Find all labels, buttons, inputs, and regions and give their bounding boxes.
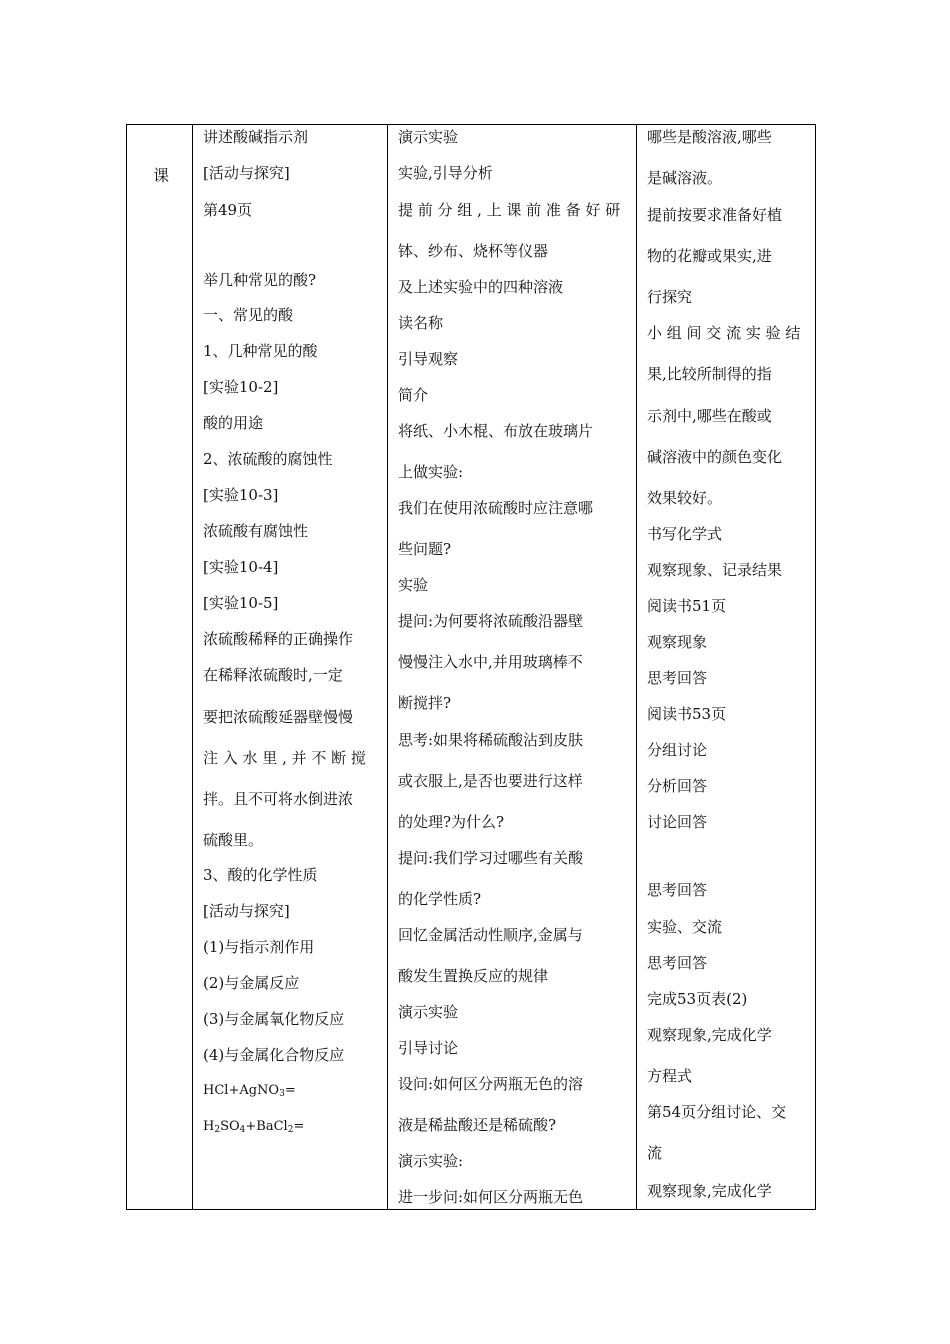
teaching-content-column xyxy=(193,125,388,1209)
activity-line: 上做实验: xyxy=(398,463,464,481)
student-line: 提前按要求准备好植 xyxy=(647,206,783,224)
student-line: 第54页分组讨论、交 xyxy=(647,1103,787,1121)
lesson-label: 课 xyxy=(153,166,170,185)
content-line: [实验10-3] xyxy=(203,486,279,504)
activity-line: 将纸、小木棍、布放在玻璃片 xyxy=(398,422,594,440)
student-line: 书写化学式 xyxy=(647,525,723,543)
content-line: 1、几种常见的酸 xyxy=(203,342,318,360)
content-line: 要把浓硫酸延器壁慢慢 xyxy=(203,708,354,726)
content-line: (1)与指示剂作用 xyxy=(203,938,315,956)
content-line: 浓硫酸有腐蚀性 xyxy=(203,522,309,540)
activity-line: 引导观察 xyxy=(398,350,459,368)
activity-line: 慢慢注入水中,并用玻璃棒不 xyxy=(398,653,583,671)
activity-line: 进一步问:如何区分两瓶无色 xyxy=(398,1188,584,1206)
content-line: 讲述酸碱指示剂 xyxy=(203,128,309,146)
activity-line: 读名称 xyxy=(398,314,444,332)
activity-line: 回忆金属活动性顺序,金属与 xyxy=(398,926,583,944)
activity-line: 或衣服上,是否也要进行这样 xyxy=(398,772,583,790)
activity-line: 的化学性质? xyxy=(398,890,482,908)
content-line: 硫酸里。 xyxy=(203,831,264,849)
lesson-label-column xyxy=(127,125,193,1209)
activity-line: 钵、纱布、烧杯等仪器 xyxy=(398,242,549,260)
student-line: 分组讨论 xyxy=(647,741,708,759)
activity-line: 酸发生置换反应的规律 xyxy=(398,967,549,985)
activity-line: 实验,引导分析 xyxy=(398,164,493,182)
activity-line: 些问题? xyxy=(398,540,452,558)
content-line: [实验10-5] xyxy=(203,594,279,612)
content-line: 第49页 xyxy=(203,201,253,219)
teacher-activity-column xyxy=(388,125,637,1209)
activity-line: 简介 xyxy=(398,386,429,404)
student-line: 流 xyxy=(647,1144,663,1162)
student-line: 思考回答 xyxy=(647,954,708,972)
content-line: 拌。且不可将水倒进浓 xyxy=(203,790,354,808)
student-line: 阅读书51页 xyxy=(647,597,727,615)
student-line: 方程式 xyxy=(647,1067,693,1085)
student-line: 观察现象 xyxy=(647,633,708,651)
content-line: 一、常见的酸 xyxy=(203,306,294,324)
student-line: 示剂中,哪些在酸或 xyxy=(647,407,772,425)
content-line: [实验10-4] xyxy=(203,558,279,576)
lesson-plan-table xyxy=(126,124,816,1210)
student-line: 完成53页表(2) xyxy=(647,990,748,1008)
content-line: (3)与金属氧化物反应 xyxy=(203,1010,345,1028)
content-line: 在稀释浓硫酸时,一定 xyxy=(203,666,343,684)
student-line: 实验、交流 xyxy=(647,918,723,936)
formula-hcl-agno3: HCl+AgNO$_3$= xyxy=(203,1083,296,1099)
student-line: 行探究 xyxy=(647,288,693,306)
formula-h2so4-bacl2: $H_2SO_4+BaCl_2=$ xyxy=(203,1119,305,1135)
content-line: [活动与探究] xyxy=(203,902,290,920)
content-line: 酸的用途 xyxy=(203,414,264,432)
activity-line: 实验 xyxy=(398,576,429,594)
student-activity-column xyxy=(637,125,815,1209)
content-line: [活动与探究] xyxy=(203,164,290,182)
content-line: 注 入 水 里 , 并 不 断 搅 xyxy=(203,749,366,767)
content-line: 3、酸的化学性质 xyxy=(203,866,318,884)
student-line: 碱溶液中的颜色变化 xyxy=(647,448,783,466)
activity-line: 演示实验: xyxy=(398,1152,464,1170)
student-line: 观察现象、记录结果 xyxy=(647,561,783,579)
activity-line: 引导讨论 xyxy=(398,1039,459,1057)
activity-line: 设问:如何区分两瓶无色的溶 xyxy=(398,1075,584,1093)
student-line: 小 组 间 交 流 实 验 结 xyxy=(647,324,801,342)
student-line: 观察现象,完成化学 xyxy=(647,1182,772,1200)
activity-line: 提问:我们学习过哪些有关酸 xyxy=(398,849,584,867)
student-line: 讨论回答 xyxy=(647,813,708,831)
content-line: 浓硫酸稀释的正确操作 xyxy=(203,630,354,648)
activity-line: 断搅拌? xyxy=(398,694,452,712)
student-line: 果,比较所制得的指 xyxy=(647,365,772,383)
student-line: 观察现象,完成化学 xyxy=(647,1026,772,1044)
student-line: 效果较好。 xyxy=(647,489,723,507)
content-line: (4)与金属化合物反应 xyxy=(203,1046,345,1064)
activity-line: 演示实验 xyxy=(398,128,459,146)
content-line: (2)与金属反应 xyxy=(203,974,300,992)
activity-line: 及上述实验中的四种溶液 xyxy=(398,278,564,296)
student-line: 分析回答 xyxy=(647,777,708,795)
content-line: 举几种常见的酸? xyxy=(203,271,317,289)
student-line: 思考回答 xyxy=(647,881,708,899)
activity-line: 演示实验 xyxy=(398,1003,459,1021)
student-line: 是碱溶液。 xyxy=(647,169,723,187)
student-line: 物的花瓣或果实,进 xyxy=(647,247,772,265)
activity-line: 的处理?为什么? xyxy=(398,813,505,831)
student-line: 思考回答 xyxy=(647,669,708,687)
student-line: 哪些是酸溶液,哪些 xyxy=(647,128,772,146)
content-line: [实验10-2] xyxy=(203,378,279,396)
activity-line: 提 前 分 组 , 上 课 前 准 备 好 研 xyxy=(398,201,621,219)
activity-line: 思考:如果将稀硫酸沾到皮肤 xyxy=(398,731,584,749)
content-line: 2、浓硫酸的腐蚀性 xyxy=(203,450,333,468)
student-line: 阅读书53页 xyxy=(647,705,727,723)
activity-line: 液是稀盐酸还是稀硫酸? xyxy=(398,1116,557,1134)
activity-line: 我们在使用浓硫酸时应注意哪 xyxy=(398,499,594,517)
activity-line: 提问:为何要将浓硫酸沿器壁 xyxy=(398,612,584,630)
